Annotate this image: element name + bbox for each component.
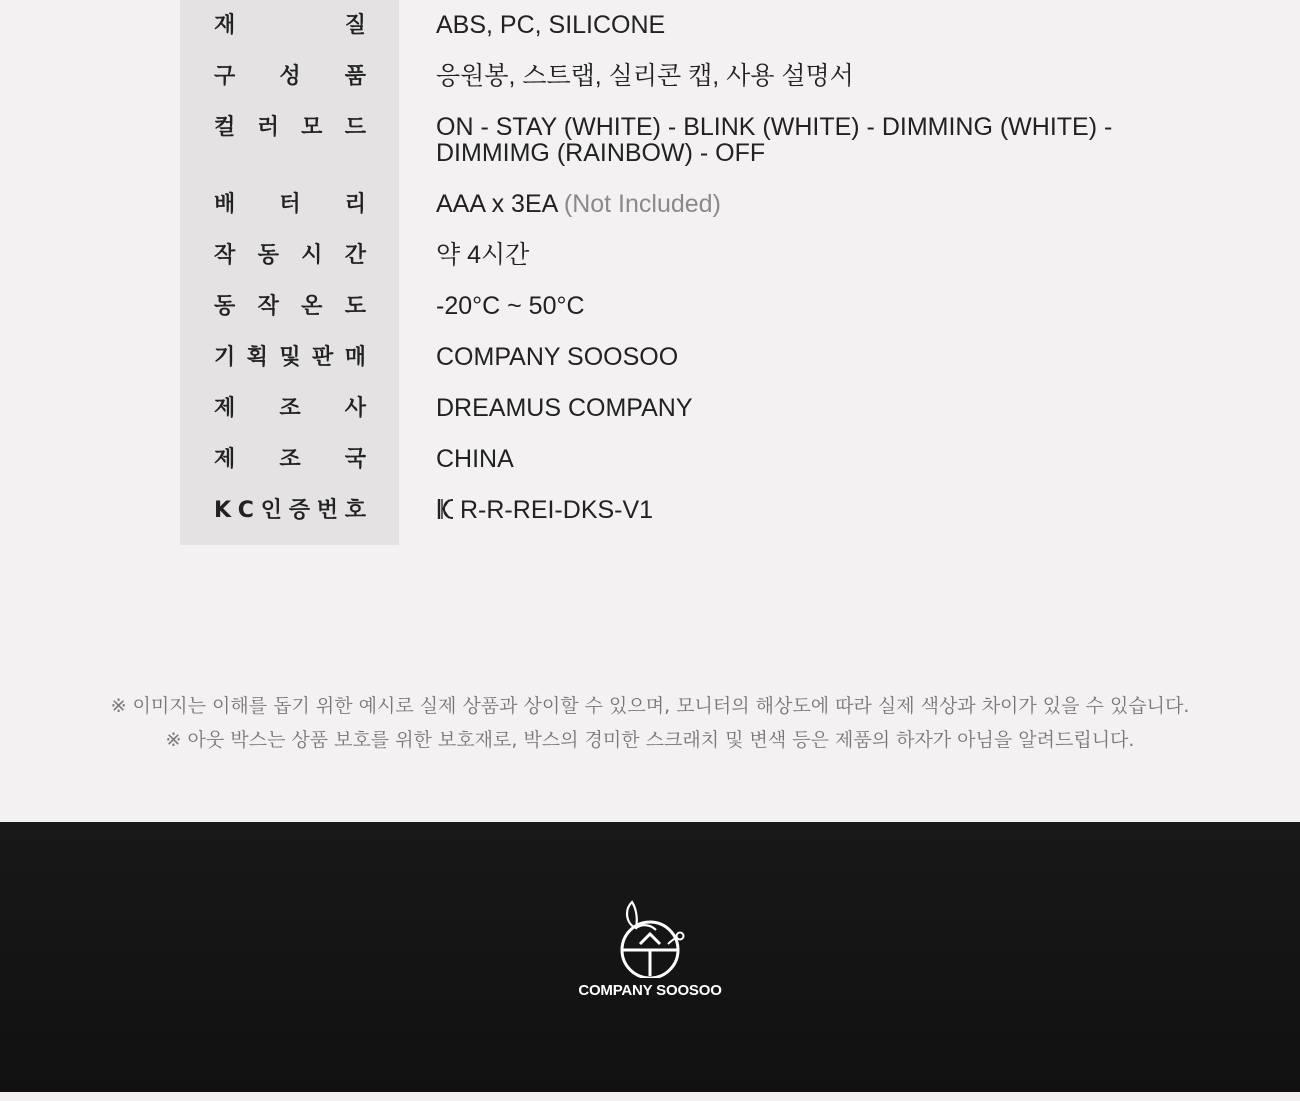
spec-label-char: 사 [344,396,366,421]
spec-label-char: 기 [214,345,236,370]
spec-label [214,242,366,270]
company-soosoo-logo-icon [614,898,688,978]
spec-label [214,114,366,142]
spec-label [214,446,366,474]
spec-label-char: 동 [257,243,279,268]
spec-label-char: 온 [301,294,323,319]
spec-label-char: 시 [301,243,323,268]
spec-value: ABS, PC, SILICONE [436,11,666,39]
spec-value-line: DIMMIMG (RAINBOW) - OFF [436,139,766,167]
spec-value: 약 4시간 [436,241,530,269]
spec-label-char: 질 [344,13,366,38]
spec-label-char: 작 [214,243,236,268]
spec-label [214,191,366,219]
spec-label-char: 간 [344,243,366,268]
kc-number: R-R-REI-DKS-V1 [460,496,654,524]
spec-label-char: 배 [214,192,236,217]
spec-label [214,63,366,91]
spec-label [214,344,366,372]
spec-label-char: 성 [279,64,301,89]
spec-label [214,12,366,40]
spec-label-char: 러 [257,115,279,140]
spec-label-char: 인 [260,498,282,523]
footer-bottom-strip [0,1092,1300,1101]
spec-label-char: 도 [344,294,366,319]
spec-label-char: 구 [214,64,236,89]
spec-value: COMPANY SOOSOO [436,343,679,371]
spec-label-char: C [237,498,254,523]
spec-label-char: K [214,498,232,523]
spec-value-line: ON - STAY (WHITE) - BLINK (WHITE) - DIMMING (WHITE) - [436,113,1113,141]
spec-label-char: 재 [214,13,236,38]
spec-value [436,191,1156,217]
spec-label-char: 조 [279,447,301,472]
spec-value: CHINA [436,445,514,473]
spec-label-char: 컬 [214,115,236,140]
spec-label [214,293,366,321]
spec-label [214,395,366,423]
footer-brand-name: COMPANY SOOSOO [578,982,722,999]
spec-label-char: 증 [288,498,310,523]
spec-label-char: 호 [344,498,366,523]
spec-label-char: 판 [312,345,334,370]
spec-value [436,497,1156,526]
spec-label [214,497,366,525]
spec-value: 응원봉, 스트랩, 실리콘 캡, 사용 설명서 [436,62,854,90]
notice-line: ※ 아웃 박스는 상품 보호를 위한 보호재로, 박스의 경미한 스크래치 및 변색 등은 제품의 하자가 아님을 알려드립니다. [165,729,1135,751]
spec-value [436,114,1156,166]
kc-certification-icon [436,497,456,526]
spec-label-char: 동 [214,294,236,319]
spec-label-char: 조 [279,396,301,421]
spec-label-char: 작 [257,294,279,319]
spec-label-char: 및 [279,345,301,370]
spec-label-char: 매 [344,345,366,370]
spec-label-char: 리 [344,192,366,217]
battery-note: (Not Included) [563,190,721,218]
spec-label-char: 제 [214,396,236,421]
spec-label-char: 번 [316,498,338,523]
battery-value: AAA x 3EA [436,190,557,218]
spec-label-char: 국 [344,447,366,472]
spec-label-char: 획 [246,345,268,370]
spec-label-char: 품 [344,64,366,89]
spec-label-char: 모 [301,115,323,140]
notice-line: ※ 이미지는 이해를 돕기 위한 예시로 실제 상품과 상이할 수 있으며, 모니터의 해상도에 따라 실제 색상과 차이가 있을 수 있습니다. [110,695,1190,717]
spec-label-char: 드 [344,115,366,140]
spec-label-char: 제 [214,447,236,472]
spec-label-char: 터 [279,192,301,217]
spec-value: DREAMUS COMPANY [436,394,693,422]
spec-value: -20°C ~ 50°C [436,292,585,320]
